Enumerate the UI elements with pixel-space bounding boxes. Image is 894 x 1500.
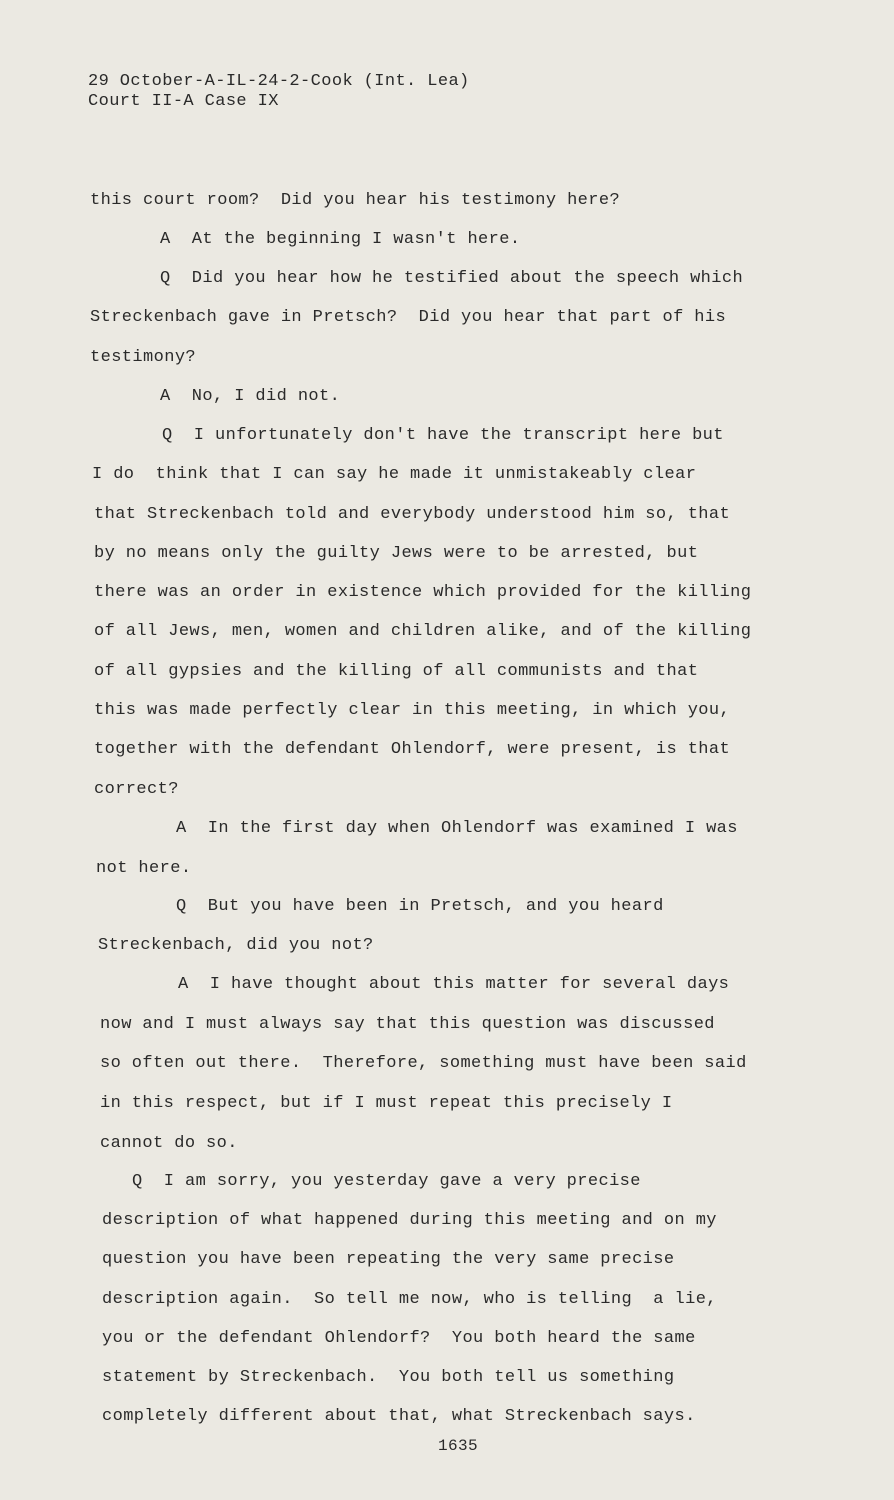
header-court-line: Court II-A Case IX <box>88 92 279 111</box>
transcript-line: of all gypsies and the killing of all communists and that <box>94 662 699 681</box>
transcript-line: you or the defendant Ohlendorf? You both heard the same <box>102 1329 696 1348</box>
transcript-line: Streckenbach, did you not? <box>98 936 374 955</box>
transcript-line: not here. <box>96 859 192 878</box>
transcript-line: there was an order in existence which provided for the killing <box>94 583 752 602</box>
transcript-line: A I have thought about this matter for several days <box>178 975 730 994</box>
transcript-line: description again. So tell me now, who is telling a lie, <box>102 1290 717 1309</box>
page-header <box>88 72 470 112</box>
transcript-line: Q Did you hear how he testified about the speech which <box>160 269 744 288</box>
transcript-line: testimony? <box>90 348 197 367</box>
transcript-line: this was made perfectly clear in this meeting, in which you, <box>94 701 731 720</box>
header-date-line: 29 October-A-IL-24-2-Cook (Int. Lea) <box>88 72 470 91</box>
transcript-line: by no means only the guilty Jews were to be arrested, but <box>94 544 699 563</box>
transcript-line: A At the beginning I wasn't here. <box>160 230 521 249</box>
transcript-line: now and I must always say that this question was discussed <box>100 1015 715 1034</box>
transcript-line: Streckenbach gave in Pretsch? Did you hear that part of his <box>90 308 727 327</box>
transcript-line: that Streckenbach told and everybody understood him so, that <box>94 505 731 524</box>
transcript-line: in this respect, but if I must repeat this precisely I <box>100 1094 673 1113</box>
transcript-line: Q I am sorry, you yesterday gave a very precise <box>132 1172 641 1191</box>
page-number: 1635 <box>438 1437 479 1455</box>
transcript-line: correct? <box>94 780 179 799</box>
transcript-line: cannot do so. <box>100 1134 238 1153</box>
transcript-line: question you have been repeating the very same precise <box>102 1250 675 1269</box>
transcript-line: A In the first day when Ohlendorf was examined I was <box>176 819 738 838</box>
transcript-line: A No, I did not. <box>160 387 341 406</box>
transcript-line: statement by Streckenbach. You both tell us something <box>102 1368 675 1387</box>
transcript-line: description of what happened during this meeting and on my <box>102 1211 717 1230</box>
transcript-line: I do think that I can say he made it unmistakeably clear <box>92 465 697 484</box>
transcript-line: so often out there. Therefore, something must have been said <box>100 1054 747 1073</box>
transcript-line: of all Jews, men, women and children alike, and of the killing <box>94 622 752 641</box>
transcript-line: together with the defendant Ohlendorf, were present, is that <box>94 740 731 759</box>
transcript-line: this court room? Did you hear his testimony here? <box>90 191 621 210</box>
transcript-line: Q But you have been in Pretsch, and you heard <box>176 897 664 916</box>
transcript-line: completely different about that, what Streckenbach says. <box>102 1407 696 1426</box>
transcript-line: Q I unfortunately don't have the transcript here but <box>162 426 724 445</box>
